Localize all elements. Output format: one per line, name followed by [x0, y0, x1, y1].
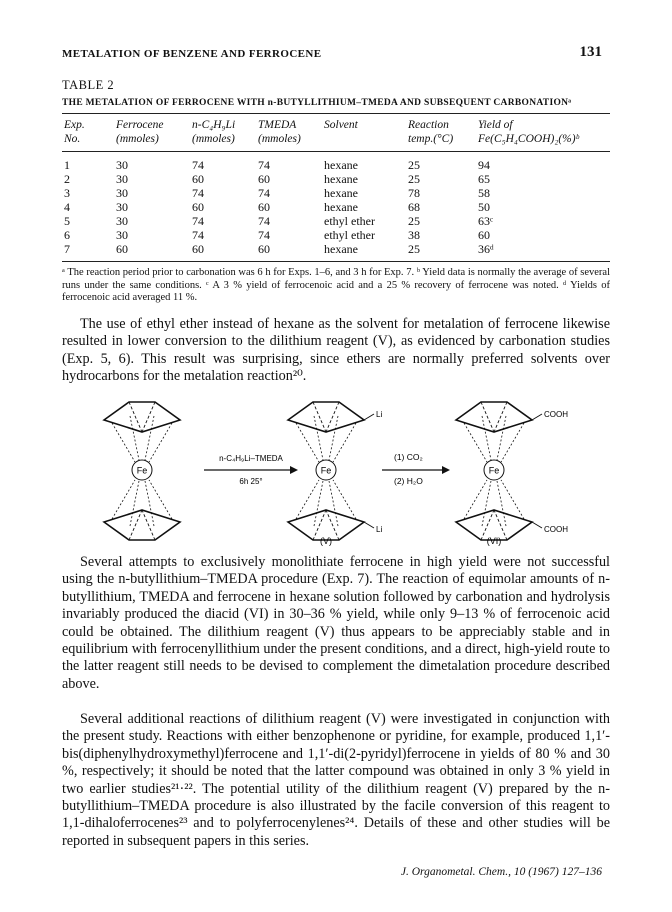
ferrocene-structure	[104, 402, 180, 540]
svg-text:Fe: Fe	[488, 465, 500, 476]
svg-text:Fe: Fe	[136, 465, 148, 476]
table-row: 4 30 60 60 hexane 68 50	[64, 200, 490, 214]
table-row: 7 60 60 60 hexane 25 36ᵈ	[64, 242, 494, 256]
col-header-reaction-temp: Reaction temp.(°C)	[408, 119, 454, 145]
reaction-arrow-2	[382, 452, 450, 486]
ferrocenedicarboxylic-acid-structure	[456, 402, 568, 540]
table-caption: THE METALATION OF FERROCENE WITH n-BUTYLLITHIUM–TMEDA AND SUBSEQUENT CARBONATIONᵃ	[62, 98, 572, 108]
table-row: 6 30 74 74 ethyl ether 38 60	[64, 228, 490, 242]
col-header-ferrocene: Ferrocene (mmoles)	[116, 119, 164, 145]
running-title: METALATION OF BENZENE AND FERROCENE	[62, 48, 322, 60]
body-paragraph-2: Several attempts to exclusively monolithiate ferrocene in high yield were not successful using the n-butyllithium–TMEDA procedure (Exp. 7). The reaction of equimolar amounts of n-butyllithium, TMEDA and ferrocene in hexane solution followed by carbonation and hydrolysis invariably produced the diacid (VI) in 30–36 % yield, while only 9–13 % of ferrocenoic acid could be obtained. The dilithium reagent (V) thus appears to be appreciably stable and in equilibrium with ferrocenyllithium under the present conditions, and a direct, high-yield route to the latter reagent still needs to be devised to complement the dimetalation procedure described above.	[62, 554, 610, 692]
table-footnotes: ᵃ The reaction period prior to carbonation was 6 h for Exps. 1–6, and 3 h for Exp. 7. ᵇ Yield data is normally the average of several runs under the same conditions. ᶜ A 3 % yield of ferrocenoic acid and a 25 % recovery of ferrocene was noted. ᵈ Yields of ferrocenoic acid averaged 11 %.	[62, 267, 610, 303]
reagent-2-step-2: (2) H₂O	[394, 476, 423, 486]
table-row: 2 30 60 60 hexane 25 65	[64, 172, 490, 186]
compound-label-v: (V)	[320, 536, 332, 546]
col-header-yield: Yield of Fe(C₅H₄COOH)₂(%)ᵇ	[478, 119, 579, 145]
body-paragraph-1: The use of ethyl ether instead of hexane as the solvent for metalation of ferrocene likewise resulted in lower conversion to the dilithium reagent (V), as evidenced by carbonation studies (Exp. 5, 6). This result was surprising, since ethers are normally preferred solvents over hydrocarbons for the metalation reaction²⁰.	[62, 316, 610, 385]
compound-label-vi: (VI)	[486, 536, 502, 546]
svg-text:Fe: Fe	[320, 465, 332, 476]
reagent-1: n-C₄H₉Li–TMEDA	[219, 454, 283, 463]
svg-text:COOH: COOH	[544, 525, 568, 534]
journal-reference: J. Organometal. Chem., 10 (1967) 127–136	[400, 866, 602, 878]
body-paragraph-3: Several additional reactions of dilithium reagent (V) were investigated in conjunction with the present study. Reactions with either benzophenone or pyridine, for example, produced 1,1′-bis(diphenylhydroxymethyl)ferrocene and 1,1′-di(2-pyridyl)ferrocene in yields of 80 % and 30 %, respectively; it should be noted that the latter compound was obtained in only 3 % yield in two earlier studies²¹·²². The potential utility of the dilithium reagent (V) prepared by the n-butyllithium–TMEDA procedure is also illustrated by the facile conversion of this reagent to 1,1-dihaloferrocenes²³ and to polyferrocenylenes²⁴. Details of these and other studies will be reported in subsequent papers in this series.	[62, 711, 610, 849]
reagent-2-step-1: (1) CO₂	[394, 452, 423, 462]
conditions-1: 6h 25°	[239, 477, 263, 486]
reaction-arrow-1	[204, 454, 298, 486]
table-top-rule	[62, 113, 610, 114]
svg-text:Li: Li	[376, 525, 383, 534]
col-header-tmeda: TMEDA (mmoles)	[258, 119, 301, 145]
col-header-exp: Exp. No.	[64, 119, 85, 145]
table-row: 1 30 74 74 hexane 25 94	[64, 158, 490, 172]
col-header-solvent: Solvent	[324, 119, 358, 131]
reaction-scheme	[62, 398, 610, 548]
dilithioferrocene-structure	[288, 402, 382, 540]
page-number: 131	[579, 44, 602, 60]
table-label: TABLE 2	[62, 78, 115, 92]
table-row: 5 30 74 74 ethyl ether 25 63ᶜ	[64, 214, 494, 228]
table-bottom-rule	[62, 261, 610, 262]
table-row: 3 30 74 74 hexane 78 58	[64, 186, 490, 200]
svg-text:Li: Li	[376, 410, 383, 419]
col-header-butyllithium: n-C₄H₉Li (mmoles)	[192, 119, 236, 145]
table-header-rule	[62, 151, 610, 152]
svg-text:COOH: COOH	[544, 410, 568, 419]
